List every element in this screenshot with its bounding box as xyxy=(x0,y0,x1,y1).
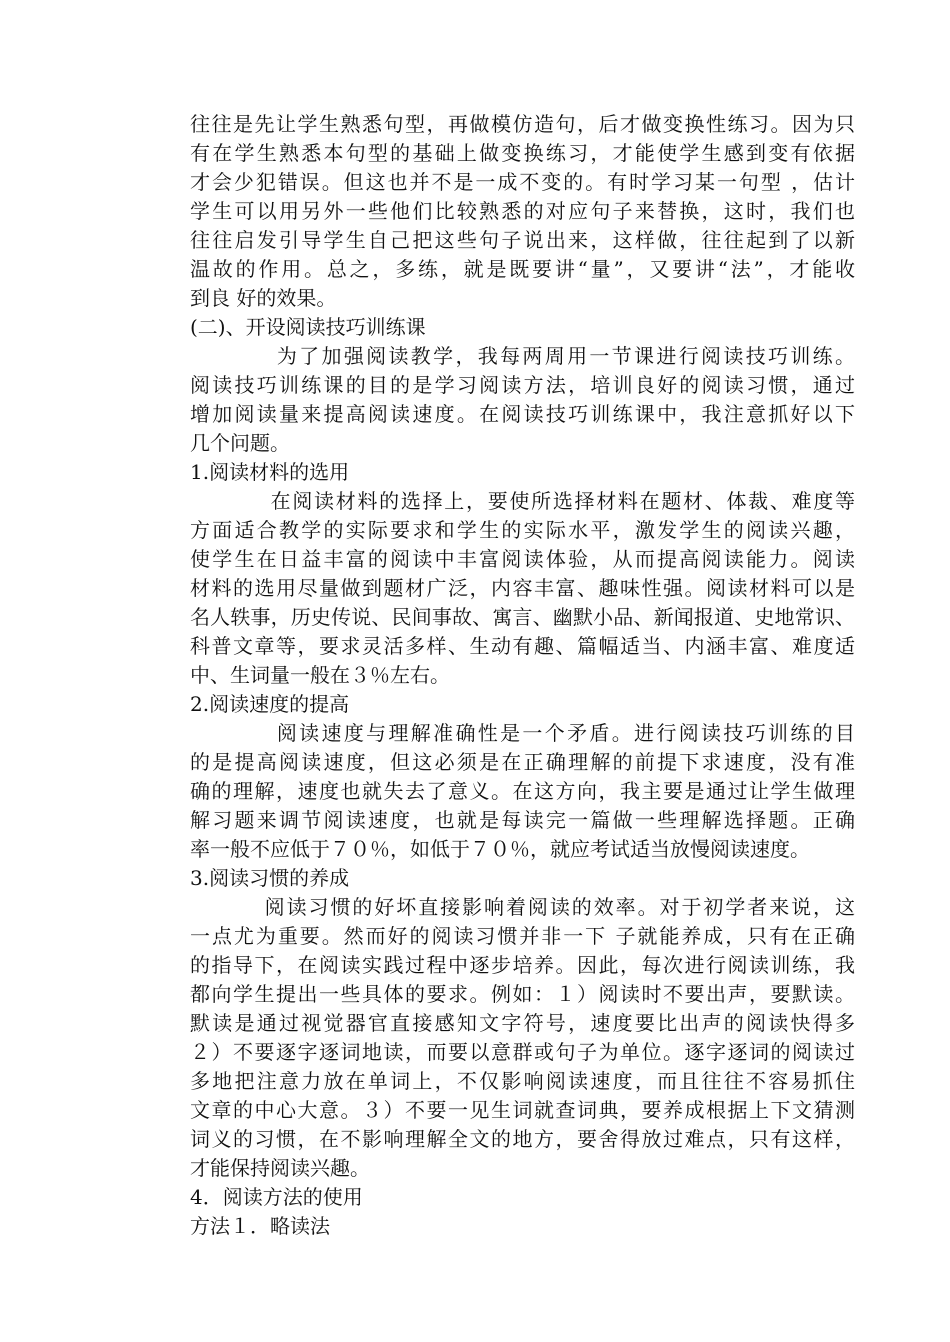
paragraph xyxy=(190,342,855,458)
text-line: 有在学生熟悉本句型的基础上做变换练习，才能使学生感到变有依据 xyxy=(190,141,855,165)
text-line: 文章的中心大意。３）不要一见生词就查词典，要养成根据上下文猜测 xyxy=(190,1098,855,1122)
text-line: 确的理解，速度也就失去了意义。在这方向，我主要是通过让学生做理 xyxy=(190,779,855,803)
text-line: 才能保持阅读兴趣。 xyxy=(190,1156,370,1180)
text-line: 往往是先让学生熟悉句型，再做模仿造句，后才做变换性练习。因为只 xyxy=(190,112,855,136)
paragraph xyxy=(190,487,855,690)
text-line: 阅读习惯的好坏直接影响着阅读的效率。对于初学者来说，这 xyxy=(190,895,855,919)
text-line: 都向学生提出一些具体的要求。例如：１）阅读时不要出声，要默读。 xyxy=(190,982,855,1006)
text-line: 温故的作用。总之，多练，就是既要讲“量”，又要讲“法”，才能收 xyxy=(190,257,855,281)
text-line: 多地把注意力放在单词上，不仅影响阅读速度，而且往往不容易抓住 xyxy=(190,1069,855,1093)
text-line: 到良 好的效果。 xyxy=(190,286,337,310)
text-line: 的是提高阅读速度，但这必须是在正确理解的前提下求速度，没有准 xyxy=(190,750,855,774)
paragraph xyxy=(190,110,855,313)
text-line: 为了加强阅读教学，我每两周用一节课进行阅读技巧训练。 xyxy=(190,344,855,368)
text-line: 材料的选用尽量做到题材广泛，内容丰富、趣味性强。阅读材料可以是 xyxy=(190,576,855,600)
text-line: 才会少犯错误。但这也并不是一成不变的。有时学习某一句型 ，估计 xyxy=(190,170,855,194)
text-line: 几个问题。 xyxy=(190,431,290,455)
text-line: 的指导下，在阅读实践过程中逐步培养。因此，每次进行阅读训练，我 xyxy=(190,953,855,977)
text-line: 学生可以用另外一些他们比较熟悉的对应句子来替换，这时，我们也 xyxy=(190,199,855,223)
subsection-heading: 2.阅读速度的提高 xyxy=(190,692,350,716)
paragraph xyxy=(190,893,855,1183)
text-line: 增加阅读量来提高阅读速度。在阅读技巧训练课中，我注意抓好以下 xyxy=(190,402,855,426)
paragraph xyxy=(190,719,855,864)
text-line: 中、生词量一般在３％左右。 xyxy=(190,663,450,687)
text-line: 名人轶事，历史传说、民间事故、寓言、幽默小品、新闻报道、史地常识、 xyxy=(190,605,855,629)
text-line: 在阅读材料的选择上，要使所选择材料在题材、体裁、难度等 xyxy=(190,489,855,513)
subsection-heading: 4．阅读方法的使用 xyxy=(190,1185,363,1209)
text-line: 默读是通过视觉器官直接感知文字符号，速度要比出声的阅读快得多 xyxy=(190,1011,855,1035)
text-line: 阅读技巧训练课的目的是学习阅读方法，培训良好的阅读习惯，通过 xyxy=(190,373,855,397)
text-line: 科普文章等，要求灵活多样、生动有趣、篇幅适当、内涵丰富、难度适 xyxy=(190,634,855,658)
text-line: ２）不要逐字逐词地读，而要以意群或句子为单位。逐字逐词的阅读过 xyxy=(190,1040,855,1064)
document-page xyxy=(190,110,855,1241)
text-line: 率一般不应低于７０％，如低于７０％，就应考试适当放慢阅读速度。 xyxy=(190,837,810,861)
subsection-heading: 1.阅读材料的选用 xyxy=(190,460,350,484)
text-line: 解习题来调节阅读速度，也就是每读完一篇做一些理解选择题。正确 xyxy=(190,808,855,832)
text-line: 一点尤为重要。然而好的阅读习惯并非一下 子就能养成，只有在正确 xyxy=(190,924,855,948)
text-line: 使学生在日益丰富的阅读中丰富阅读体验，从而提高阅读能力。阅读 xyxy=(190,547,855,571)
method-heading: 方法１．略读法 xyxy=(190,1214,330,1238)
section-heading: (二)、开设阅读技巧训练课 xyxy=(190,315,426,339)
subsection-heading: 3.阅读习惯的养成 xyxy=(190,866,350,890)
text-line: 阅读速度与理解准确性是一个矛盾。进行阅读技巧训练的目 xyxy=(190,721,855,745)
text-line: 往往启发引导学生自己把这些句子说出来，这样做，往往起到了以新 xyxy=(190,228,855,252)
text-line: 词义的习惯，在不影响理解全文的地方，要舍得放过难点，只有这样， xyxy=(190,1127,855,1151)
text-line: 方面适合教学的实际要求和学生的实际水平，激发学生的阅读兴趣， xyxy=(190,518,855,542)
